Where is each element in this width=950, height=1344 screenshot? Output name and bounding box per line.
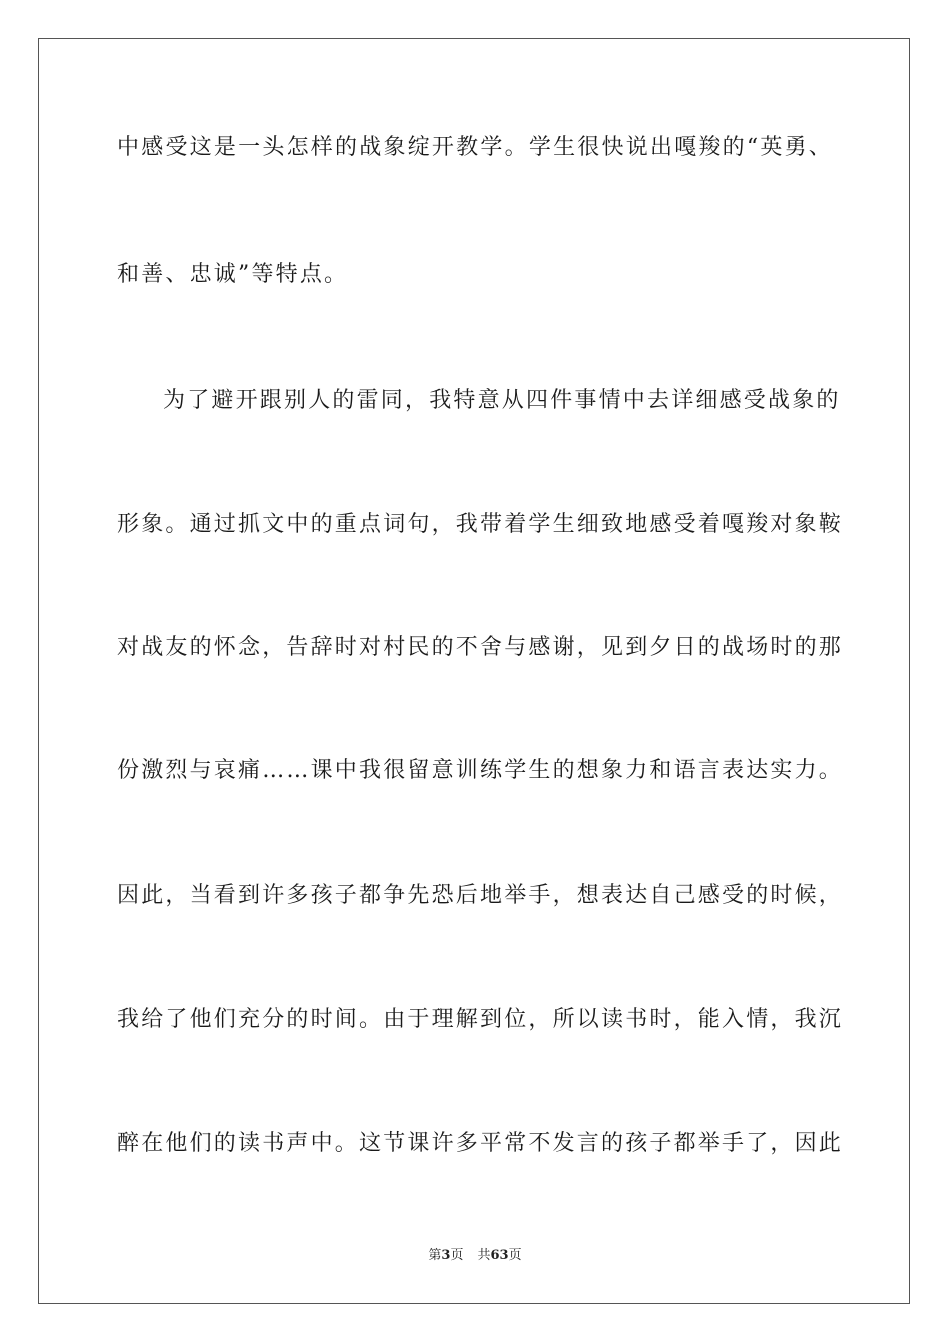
total-label-prefix: 共 [477,1248,491,1263]
page-label-suffix: 页 [450,1248,464,1263]
text-line-7: 因此，当看到许多孩子都争先恐后地举手，想表达自己感受的时候， [117,883,844,908]
text-line-8: 我给了他们充分的时间。由于理解到位，所以读书时，能入情，我沉 [117,1007,844,1032]
text-line-6: 份激烈与哀痛……课中我很留意训练学生的想象力和语言表达实力。 [117,758,844,783]
text-line-9: 醉在他们的读书声中。这节课许多平常不发言的孩子都举手了，因此 [117,1131,844,1156]
page-border [38,38,910,1304]
text-line-2: 和善、忠诚”等特点。 [117,262,349,287]
total-label-suffix: 页 [508,1248,522,1263]
text-line-3: 为了避开跟别人的雷同，我特意从四件事情中去详细感受战象的 [163,388,841,413]
text-line-1: 中感受这是一头怎样的战象绽开教学。学生很快说出嘎羧的“英勇、 [117,135,833,160]
page-footer [0,1247,950,1265]
total-pages: 63 [490,1248,509,1263]
text-line-5: 对战友的怀念，告辞时对村民的不舍与感谢，见到夕日的战场时的那 [117,635,844,660]
page-number: 3 [441,1248,451,1263]
page-label-prefix: 第 [428,1248,442,1263]
text-line-4: 形象。通过抓文中的重点词句，我带着学生细致地感受着嘎羧对象鞍 [117,512,844,537]
